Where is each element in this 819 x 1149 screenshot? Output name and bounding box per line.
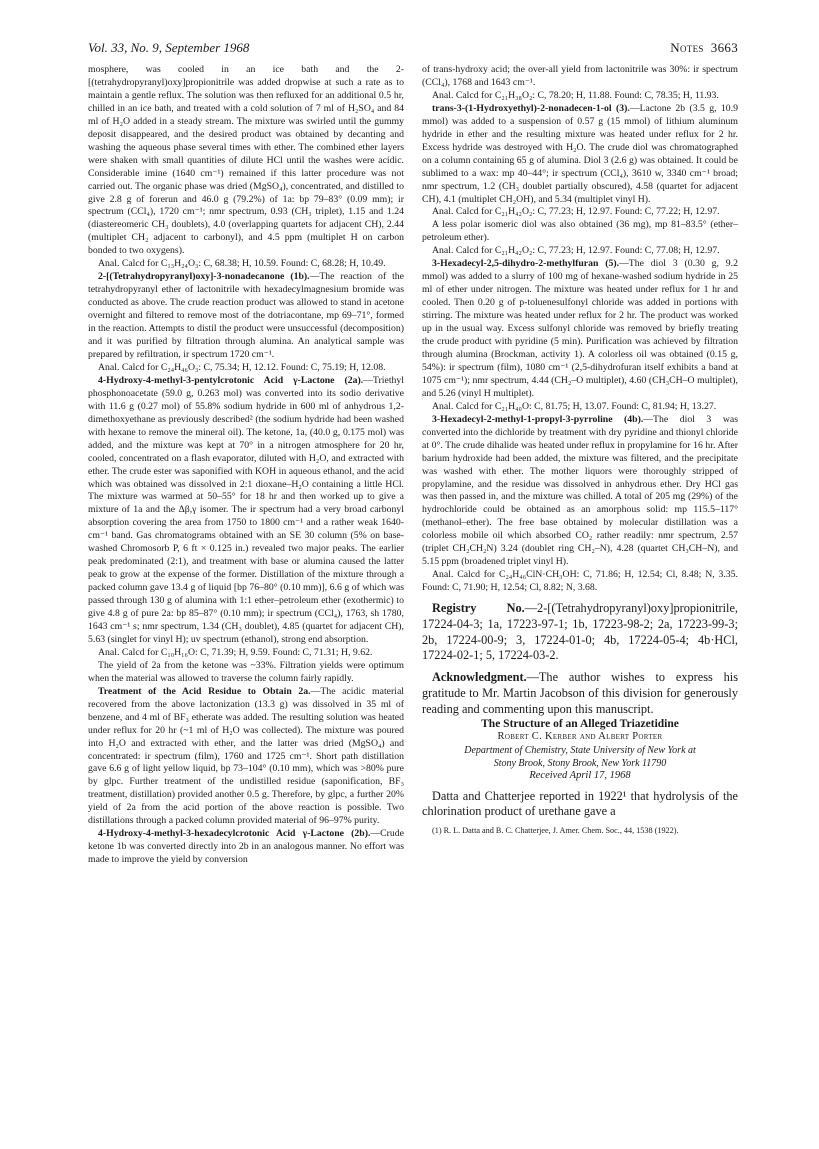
paragraph-text: of trans-hydroxy acid; the over-all yield from lactonitrile was 30%: ir spectrum (CCl₄), 1768 and 1643 cm⁻¹. (422, 64, 738, 88)
paragraph-heading: Acknowledgment. (432, 670, 527, 685)
paragraph-text: Anal. Calcd for C₂₄H₄₆ClN·CH₃OH: C, 71.86; H, 12.54; Cl, 8.48; N, 3.35. Found: C, 71.90; H, 12.54; Cl, 8.82; N, 3.68. (422, 569, 738, 594)
article-intro: Datta and Chatterjee reported in 1922¹ that hydrolysis of the chlorination product of urethane gave a (422, 788, 738, 819)
paragraph (422, 206, 738, 219)
paragraph-text: Anal. Calcd for C₁₃H₂₄O₃: C, 68.38; H, 10.59. Found: C, 68.28; H, 10.49. (98, 258, 386, 270)
paragraph-text: —Triethyl phosphonoacetate (59.0 g, 0.263 mol) was converted into its sodio derivative with 11.6 g (0.27 mol) of 55.8% sodium hydride in 600 ml of anhydrous 1,2-dimethoxyethane as previously described² (the sodium hydride had been washed with hexane to remove the mineral oil). The ketone, 1a, (40.0 g, 0.175 mol) was added, and the mixture was kept at 70° in a nitrogen atmosphere for 20 hr, cooled, concentrated on a flash evaporator, diluted with H₂O, and extracted with ether. The crude ester was saponified with KOH in aqueous ethanol, and the acid which was obtained was dissolved in 2:1 dioxane–H₂O containing a little HCl. The mixture was warmed at 50–55° for 18 hr and then worked up to give a mixture of 1a and the Δβ,γ isomer. The ir spectrum had a very broad carbonyl absorption covering the area from 1750 to 1800 cm⁻¹ and a rather weak 1640-cm⁻¹ band. Gas chromatograms obtained with an SE 30 column (5% on base-washed Chromosorb P, 6 ft × 0.125 in.) revealed two major peaks. The earlier peak predominated (2:1), and treatment with base or alumina caused the latter peak to grow at the expense of the former. Distillation of the mixture through a packed column gave 13.4 g of liquid [bp 76–80° (0.10 mm)], 6.6 g of which was passed through 130 g of alumina with 1:1 ether–petroleum ether (exothermic) to give 4.8 g of pure 2a: bp 85–87° (0.10 mm); ir spectrum (CCl₄), 1763, sh 1780, 1643 cm⁻¹ s; nmr spectrum, 1.34 (CH₃ doublet), 4.85 (quartet for adjacent CH), 5.63 (singlet for vinyl H); uv spectrum (ethanol), strong end absorption. (88, 374, 404, 645)
paragraph (422, 245, 738, 258)
paragraph-heading: 4-Hydroxy-4-methyl-3-pentylcrotonic Acid γ-Lactone (2a). (98, 374, 364, 386)
paragraph-heading: trans-3-(1-Hydroxyethyl)-2-nonadecen-1-ol (3). (432, 102, 630, 114)
footnote: (1) R. L. Datta and B. C. Chatterjee, J. Amer. Chem. Soc., 44, 1538 (1922). (432, 826, 679, 836)
paragraph-heading: 3-Hexadecyl-2-methyl-1-propyl-3-pyrroline (4b). (432, 413, 644, 425)
paragraph (422, 219, 738, 245)
paragraph-text: —The reaction of the tetrahydropyranyl ether of lactonitrile with hexadecylmagnesium bromide was conducted as above. The crude reaction product was allowed to stand in acetone overnight and filtered to remove most of the dotriacontane, mp 69–71°, formed in the reaction. Attempts to distil the product were unsuccessful (decomposition) and it was purified by filtration through alumina. An analytical sample was prepared by refiltration, ir spectrum 1720 cm⁻¹. (88, 271, 404, 360)
paragraph-text: —The author wishes to express his gratitude to Mr. Martin Jacobson of this division for generously reading and commenting upon this manuscript. (422, 670, 738, 716)
section-and-page (670, 40, 738, 56)
paragraph-text: mosphere, was cooled in an ice bath and the 2-[(tetrahydropyranyl)oxy]propionitrile was added dropwise at such a rate as to maintain a gentle reflux. The solution was then refluxed for an additional 0.5 hr, chilled in an ice bath, and treated with a cold solution of 7 ml of H₂SO₄ and 84 ml of H₂O added in a steady stream. The mixture was swirled until the gummy deposit disappeared, and the desired product was obtained by decanting and washing the aqueous phase several times with ether. The combined ether layers were shaken with small quantities of dilute HCl until the washes were acidic. Considerable imine (1640 cm⁻¹) remained if this latter procedure was not carried out. The organic phase was dried (MgSO₄), concentrated, and distilled to give 2.8 g of forerun and 46.0 g (79.2%) of 1a: bp 79–83° (0.09 mm); ir spectrum (CCl₄), 1720 cm⁻¹; nmr spectrum, 0.93 (CH₃ triplet), 1.15 and 1.24 (diastereomeric CH₃ doublets), 4.0 (overlapping quartets for adjacent CH), 2.44 (multiplet CH₂ adjacent to carbonyl), and 4.5 ppm (multiplet H on carbon bonded to two oxygens). (88, 64, 404, 257)
paragraph (422, 64, 738, 90)
paragraph (88, 660, 404, 686)
paragraph-text: Anal. Calcd for C₂₁H₄₀O: C, 81.75; H, 13.07. Found: C, 81.94; H, 13.27. (432, 400, 717, 412)
paragraph (422, 103, 738, 207)
paragraph-text: —2-[(Tetrahydropyranyl)oxy]propionitrile, 17224-04-3; 1a, 17223-97-1; 1b, 17223-98-2; 2a, 17223-99-3; 2b, 17224-00-9; 3, 17224-01-0; 4b, 17224-05-4; 4b·HCl, 17224-02-1; 5, 17224-03-2. (422, 601, 738, 663)
paragraph-text: —The diol 3 was converted into the dichloride by treatment with dry pyridine and thionyl chloride at 0°. The crude dihalide was heated under reflux in propylamine for 16 hr. After barium hydroxide had been added, the mixture was filtered, and the precipitate was washed with ether. The mother liquors were thoroughly stripped of propylamine, and the residue was dissolved in anhydrous ether. Dry HCl gas was then passed in, and the mixture was chilled. A total of 205 mg (29%) of the hydrochloride could be obtained as an amorphous solid: mp 115.5–117° (methanol–ether). The free base obtained by molecular distillation was a colorless mobile oil which absorbed CO₂ rather readily: nmr spectrum, 2.57 (triplet CH₂CH₂N) 3.24 (doublet ring CH₂–N), 4.28 (quartet CH₃CH–N), and 5.15 ppm (broadened triplet vinyl H). (422, 413, 738, 568)
right-column-paragraphs (422, 64, 738, 718)
journal-volume: Vol. 33, No. 9, September 1968 (88, 40, 250, 55)
paragraph-text: Anal. Calcd for C₂₁H₄₂O₂: C, 77.23; H, 12.97. Found: C, 77.08; H, 12.97. (432, 245, 720, 257)
paragraph (88, 362, 404, 375)
article-affiliation (422, 744, 738, 770)
paragraph-text: —The acidic material recovered from the above lactonization (13.3 g) was dissolved in 35 ml of benzene, and 4 ml of BF₃ etherate was added. The resulting solution was heated under reflux for 20 hr (~1 ml of H₂O was collected). The mixture was poured into H₂O and extracted with ether, and the latter was dried (MgSO₄) and concentrated: ir spectrum (film), 1760 and 1725 cm⁻¹. Short path distillation gave 6.6 g of light yellow liquid, bp 73–104° (0.10 mm), which was >80% pure by glpc. Further treatment of the undistilled residue (saponification, BF₃ treatment, distillation) provided another 0.5 g. Therefore, by glpc, a further 20% yield of 2a from the acid portion of the above reaction is possible. Two distillations through a packed column provided material of 96–97% purity. (88, 685, 404, 827)
paragraph (422, 90, 738, 103)
page-number: 3663 (710, 40, 738, 55)
paragraph-text: Anal. Calcd for C₂₄H₄₆O₃: C, 75.34; H, 12.12. Found: C, 75.19; H, 12.08. (98, 361, 386, 373)
affiliation-line-1: Department of Chemistry, State University of New York at (464, 744, 696, 756)
paragraph (88, 271, 404, 362)
running-header (88, 40, 738, 56)
paragraph-text: Anal. Calcd for C₂₁H₃₈O₂: C, 78.20; H, 11.88. Found: C, 78.35; H, 11.93. (432, 89, 719, 101)
paragraph (422, 401, 738, 414)
paragraph-text: Anal. Calcd for C₁₀H₁₆O: C, 71.39; H, 9.59. Found: C, 71.31; H, 9.62. (98, 646, 373, 658)
article-title: The Structure of an Alleged Triazetidine (481, 717, 679, 730)
paragraph (88, 258, 404, 271)
paragraph (422, 414, 738, 569)
paragraph-heading: Treatment of the Acid Residue to Obtain 2a. (98, 685, 311, 697)
paragraph-text: The yield of 2a from the ketone was ~33%. Filtration yields were optimum when the material was allowed to traverse the column fairly rapidly. (88, 659, 404, 684)
paragraph (88, 686, 404, 828)
paragraph-heading: 4-Hydroxy-4-methyl-3-hexadecylcrotonic Acid γ-Lactone (2b). (98, 828, 371, 840)
paragraph (88, 828, 404, 867)
right-column (422, 64, 738, 837)
affiliation-line-2: Stony Brook, Stony Brook, New York 11790 (493, 757, 667, 769)
paragraph-heading: 2-[(Tetrahydropyranyl)oxy]-3-nonadecanone (1b). (98, 271, 310, 283)
paragraph-text: —Lactone 2b (3.5 g, 10.9 mmol) was added to a suspension of 0.57 g (15 mmol) of lithium aluminum hydride in ether and the resulting mixture was heated under reflux for 2 hr. Excess hydride was destroyed with H₂O. The crude diol was chromatographed on a column containing 65 g of alumina. Diol 3 (2.6 g) was obtained. It could be sublimed to a wax: mp 40–44°; ir spectrum (CCl₄), 3610 w, 3340 cm⁻¹ broad; nmr spectrum, 1.2 (CH₃ doublet partially obscured), 4.58 (quartet for adjacent CH), 4.1 (multiplet CH₂OH), and 5.34 (multiplet vinyl H). (422, 102, 738, 205)
paragraph-text: Anal. Calcd for C₂₁H₄₂O₂: C, 77.23; H, 12.97. Found: C, 77.22; H, 12.97. (432, 206, 720, 218)
paragraph-heading: Registry No. (432, 601, 525, 616)
paragraph (422, 258, 738, 400)
paragraph-heading: 3-Hexadecyl-2,5-dihydro-2-methylfuran (5). (432, 258, 620, 270)
paragraph (88, 375, 404, 647)
paragraph (422, 569, 738, 595)
section-label: Notes (670, 40, 704, 55)
paragraph-text: A less polar isomeric diol was also obtained (36 mg), mp 81–83.5° (ether–petroleum ether). (422, 219, 738, 244)
paragraph-text: —The diol 3 (0.30 g, 9.2 mmol) was added to a slurry of 100 mg of hexane-washed sodium hydride in 25 ml of ether under nitrogen. The mixture was heated under reflux for 1 hr and cooled. Then 0.20 g of p-toluenesulfonyl chloride was added in portions with stirring. The mixture was heated under reflux for 2 hr. The product was worked up in the usual way. Excess sulfonyl chloride was removed by briefly treating the crude product with pyridine (5 min). Purification was achieved by filtration through alumina (Brockman, activity 1). A colorless oil was obtained (0.15 g, 54%): ir spectrum (film), 1080 cm⁻¹ (2,5-dihydrofuran itself exhibits a band at 1075 cm⁻¹); nmr spectrum, 4.44 (CH₂–O multiplet), 4.60 (CH₃CH–O multiplet), and 5.26 (vinyl H multiplet). (422, 258, 738, 399)
left-column (88, 64, 404, 867)
article-authors: Robert C. Kerber and Albert Porter (497, 730, 663, 742)
paragraph (422, 601, 738, 664)
paragraph-text: —Crude ketone 1b was converted directly into 2b in an analogous manner. No effort was made to improve the yield by conversion (88, 828, 404, 866)
paragraph (422, 670, 738, 717)
paragraph (88, 64, 404, 258)
paragraph (88, 647, 404, 660)
received-date: Received April 17, 1968 (529, 769, 631, 781)
